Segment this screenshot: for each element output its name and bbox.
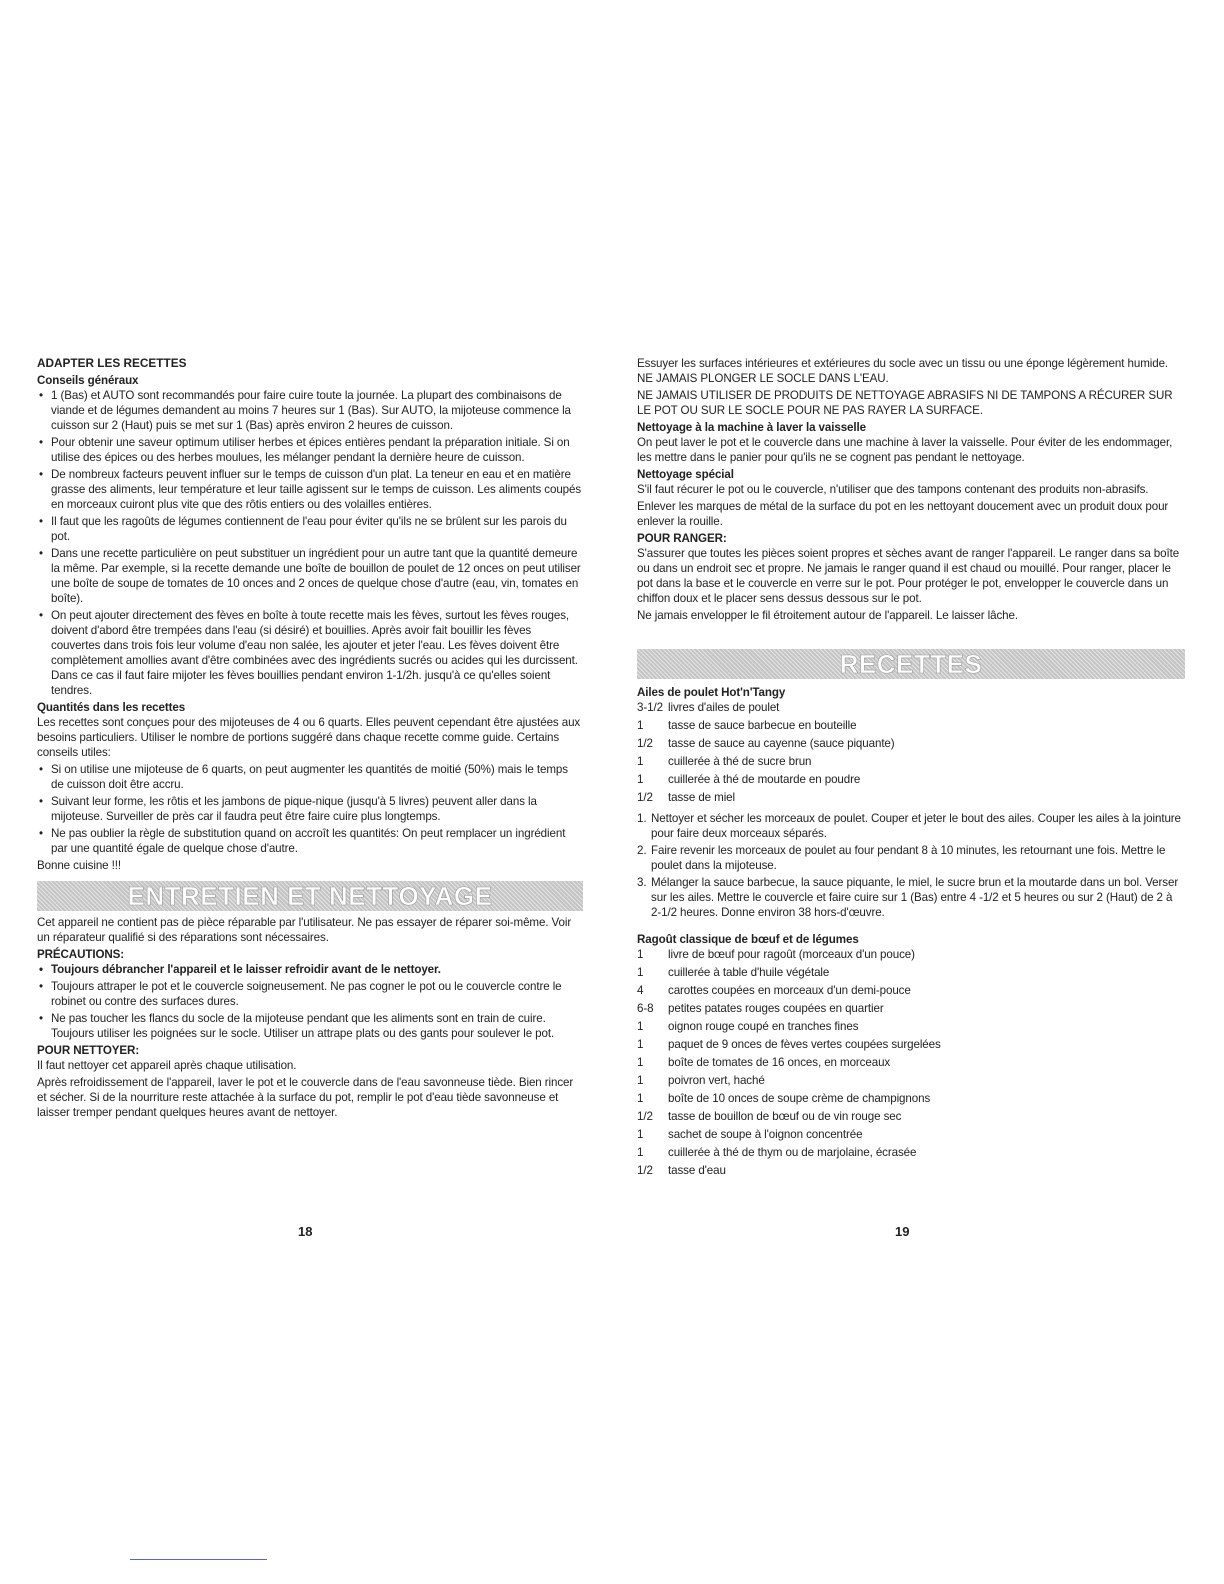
paragraph: Enlever les marques de métal de la surface du pot en les nettoyant doucement avec un produit doux pour enlever la rouille. xyxy=(637,500,1169,528)
ingredient-row: 1/2 tasse de bouillon de bœuf ou de vin rouge sec xyxy=(637,1110,902,1123)
footer-rule xyxy=(130,1559,267,1560)
ingredient-list-ailes xyxy=(637,700,1185,805)
paragraph: Après refroidissement de l'appareil, laver le pot et le couvercle dans de l'eau savonneuse tiède. Bien rincer et sécher. Si de la nourriture reste attachée à la surface du pot, remplir le pot d'eau tiède savonneuse et laisser tremper pendant quelques heures avant de nettoyer. xyxy=(37,1076,574,1119)
list-item: • Toujours débrancher l'appareil et le laisser refroidir avant de le nettoyer. xyxy=(39,963,441,976)
subheading-conseils: Conseils généraux xyxy=(37,374,139,387)
right-column xyxy=(637,356,1185,1181)
ingredient-list-ragout xyxy=(637,947,1185,1178)
paragraph: S'il faut récurer le pot ou le couvercle, n'utiliser que des tampons contenant des produits non-abrasifs. xyxy=(637,483,1149,496)
list-item: 3. Mélanger la sauce barbecue, la sauce piquante, le miel, le sucre brun et la moutarde dans un bol. Verser sur les ailes. Mettre le couvercle et faire cuire sur 1 (Bas) entre 4 -1/2 et 5 heures ou sur 2 (Haut) de 2 à 2-1/2 heures. Donne environ 38 hors-d'œuvre. xyxy=(637,876,1179,919)
ingredient-row: 1 cuillerée à table d'huile végétale xyxy=(637,966,830,979)
list-item: 2. Faire revenir les morceaux de poulet au four pendant 8 à 10 minutes, les retournant une fois. Mettre le poulet dans la mijoteuse. xyxy=(637,844,1166,872)
list-item: • Ne pas oublier la règle de substitution quand on accroît les quantités: On peut remplacer un ingrédient par une quantité égale de quelque chose d'autre. xyxy=(39,827,566,855)
page-number-right: 19 xyxy=(895,1224,910,1239)
ingredient-row: 1 cuillerée à thé de moutarde en poudre xyxy=(637,773,861,786)
ingredient-row: 1 tasse de sauce barbecue en bouteille xyxy=(637,719,857,732)
closing-line: Bonne cuisine !!! xyxy=(37,859,122,872)
ingredient-row: 1 boîte de tomates de 16 onces, en morceaux xyxy=(637,1056,891,1069)
ingredient-row: 1/2 tasse de sauce au cayenne (sauce piquante) xyxy=(637,737,895,750)
left-column xyxy=(37,356,583,1122)
paragraph: Les recettes sont conçues pour des mijoteuses de 4 ou 6 quarts. Elles peuvent cependant être ajustées aux besoins particuliers. Utiliser le nombre de portions suggéré dans chaque recette comme guide. Certains conseils utiles: xyxy=(37,716,581,759)
subheading-quantites: Quantités dans les recettes xyxy=(37,701,186,714)
list-item: 1. Nettoyer et sécher les morceaux de poulet. Couper et jeter le bout des ailes. Couper les ailes à la jointure pour faire deux morceaux séparés. xyxy=(637,812,1181,840)
list-item: • Dans une recette particulière on peut substituer un ingrédient pour un autre tant que la quantité demeure la même. Par exemple, si la recette demande une boîte de bouillon de poulet de 12 onces on peut utiliser une boîte de soupe de tomates de 10 onces and 2 onces de quelque chose d'autre (eau, vin, tomates en boîte). xyxy=(39,547,581,605)
ingredient-row: 3-1/2 livres d'ailes de poulet xyxy=(637,701,780,714)
ingredient-row: 1/2 tasse de miel xyxy=(637,791,736,804)
subheading-special: Nettoyage spécial xyxy=(637,468,734,481)
ingredient-row: 1 cuillerée à thé de thym ou de marjolaine, écrasée xyxy=(637,1146,917,1159)
paragraph: Il faut nettoyer cet appareil après chaque utilisation. xyxy=(37,1059,297,1072)
paragraph: Essuyer les surfaces intérieures et extérieures du socle avec un tissu ou une éponge légèrement humide. NE JAMAIS PLONGER LE SOCLE DANS L'EAU. xyxy=(637,357,1169,385)
precautions-list xyxy=(37,979,583,1041)
banner-recettes: RECETTES xyxy=(637,649,1185,679)
list-item: • 1 (Bas) et AUTO sont recommandés pour faire cuire toute la journée. La plupart des combinaisons de viande et de légumes demandent au moins 7 heures sur 1 (Bas). Sur AUTO, la mijoteuse commence la cuisson sur 2 (Haut) puis se met sur 1 (Bas) après environ 2 heures de cuisson. xyxy=(39,389,571,432)
list-item: • Il faut que les ragoûts de légumes contiennent de l'eau pour éviter qu'ils ne se brûlent sur les parois du pot. xyxy=(39,515,567,543)
subheading-nettoyer: POUR NETTOYER: xyxy=(37,1044,140,1057)
ingredient-row: 1 sachet de soupe à l'oignon concentrée xyxy=(637,1128,863,1141)
ingredient-row: 6-8 petites patates rouges coupées en quartier xyxy=(637,1002,884,1015)
paragraph: NE JAMAIS UTILISER DE PRODUITS DE NETTOYAGE ABRASIFS NI DE TAMPONS A RÉCURER SUR LE POT OU SUR LE SOCLE POUR NE PAS RAYER LA SURFACE. xyxy=(637,389,1173,417)
ingredient-row: 4 carottes coupées en morceaux d'un demi-pouce xyxy=(637,984,911,997)
ingredient-row: 1 cuillerée à thé de sucre brun xyxy=(637,755,812,768)
subheading-precautions: PRÉCAUTIONS: xyxy=(37,948,125,961)
list-item: • Si on utilise une mijoteuse de 6 quarts, on peut augmenter les quantités de moitié (50%) mais le temps de cuisson doit être accru. xyxy=(39,763,568,791)
subheading-ranger: POUR RANGER: xyxy=(637,532,727,545)
paragraph: On peut laver le pot et le couvercle dans une machine à laver la vaisselle. Pour éviter de les endommager, les mettre dans le panier pour qu'ils ne se cognent pas pendant le nettoyage. xyxy=(637,436,1173,464)
section-heading-adapter: ADAPTER LES RECETTES xyxy=(37,356,187,370)
conseils-list xyxy=(37,388,583,698)
ingredient-row: 1 poivron vert, haché xyxy=(637,1074,765,1087)
recipe-title-ailes: Ailes de poulet Hot'n'Tangy xyxy=(637,686,786,699)
page-number-left: 18 xyxy=(298,1224,313,1239)
recipe-title-ragout: Ragoût classique de bœuf et de légumes xyxy=(637,933,859,946)
ingredient-row: 1 livre de bœuf pour ragoût (morceaux d'un pouce) xyxy=(637,948,915,961)
ingredient-row: 1/2 tasse d'eau xyxy=(637,1164,726,1177)
precautions-bold-list xyxy=(37,962,583,977)
banner-entretien: ENTRETIEN ET NETTOYAGE xyxy=(37,881,583,911)
paragraph: Cet appareil ne contient pas de pièce réparable par l'utilisateur. Ne pas essayer de réparer soi-même. Voir un réparateur qualifié si des réparations sont nécessaires. xyxy=(37,916,572,944)
list-item: • On peut ajouter directement des fèves en boîte à toute recette mais les fèves, surtout les fèves rouges, doivent d'abord être trempées dans l'eau (si désiré) et bouillies. Après avoir fait bouillir les fèves couvertes dans trois fois leur volume d'eau non salée, les ajouter et jeter l'eau. Les fèves doivent être complètement amollies avant d'être combinées avec des ingrédients sucrés ou acides qui les durcissent. Dans ce cas il faut faire mijoter les fèves bouillies pendant environ 1-1/2h. jusqu'à ce qu'elles soient tendres. xyxy=(39,609,578,697)
steps-list-ailes xyxy=(637,811,1185,920)
list-item: • Ne pas toucher les flancs du socle de la mijoteuse pendant que les aliments sont en train de cuire. Toujours utiliser les poignées sur le socle. Utiliser un attrape plats ou des gants pour soulever le pot. xyxy=(39,1012,555,1040)
list-item: • Suivant leur forme, les rôtis et les jambons de pique-nique (jusqu'à 5 livres) peuvent aller dans la mijoteuse. Surveiller de près car il faudra peut être faire cuire plus longtemps. xyxy=(39,795,537,823)
list-item: • Pour obtenir une saveur optimum utiliser herbes et épices entières pendant la préparation initiale. Si on utilise des épices ou des herbes moulues, les mélanger pendant la dernière heure de cuisson. xyxy=(39,436,570,464)
list-item: • De nombreux facteurs peuvent influer sur le temps de cuisson d'un plat. La teneur en eau et en matière grasse des aliments, leur température et leur taille agissent sur le temps de cuisson. Les aliments coupés en morceaux cuiront plus vite que des rôtis entiers ou des volailles entières. xyxy=(39,468,582,511)
subheading-lave-vaisselle: Nettoyage à la machine à laver la vaisselle xyxy=(637,421,866,434)
ingredient-row: 1 boîte de 10 onces de soupe crème de champignons xyxy=(637,1092,931,1105)
ingredient-row: 1 paquet de 9 onces de fèves vertes coupées surgelées xyxy=(637,1038,941,1051)
list-item: • Toujours attraper le pot et le couvercle soigneusement. Ne pas cogner le pot ou le couvercle contre le robinet ou contre des surfaces dures. xyxy=(39,980,562,1008)
ingredient-row: 1 oignon rouge coupé en tranches fines xyxy=(637,1020,859,1033)
paragraph: S'assurer que toutes les pièces soient propres et sèches avant de ranger l'appareil. Le ranger dans sa boîte ou dans un endroit sec et propre. Ne jamais le ranger quand il est chaud ou mouillé. Pour ranger, placer le pot dans la base et le couvercle en verre sur le pot. Pour protéger le pot, envelopper le couvercle dans un chiffon doux et le placer sens dessus dessous sur le pot. xyxy=(637,547,1180,605)
paragraph: Ne jamais envelopper le fil étroitement autour de l'appareil. Le laisser lâche. xyxy=(637,609,1018,622)
quantites-list xyxy=(37,762,583,856)
